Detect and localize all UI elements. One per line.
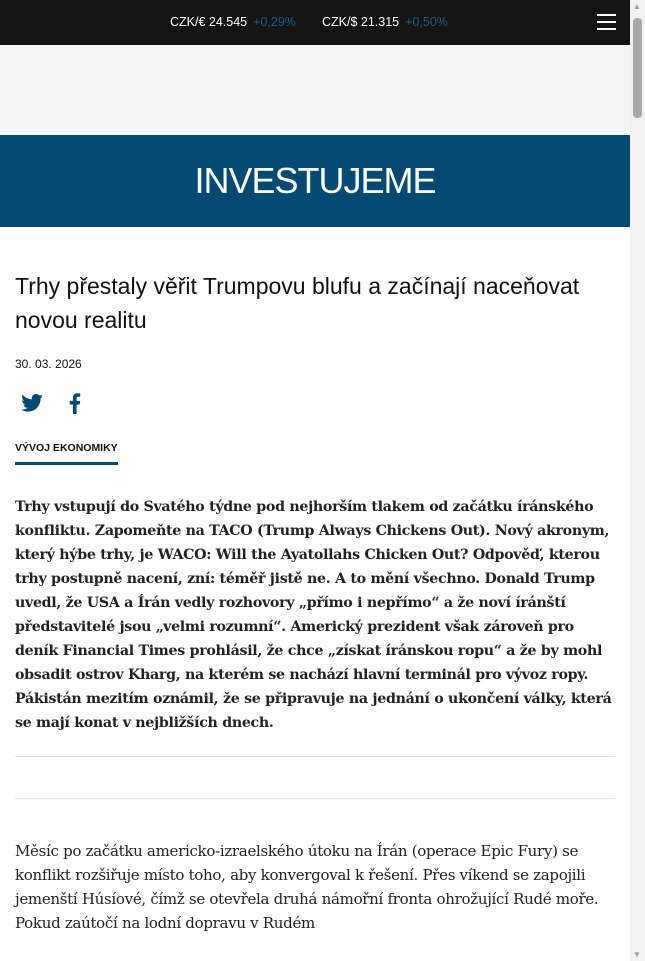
- divider: [15, 756, 615, 757]
- scrollbar-thumb[interactable]: [633, 18, 642, 118]
- category-link[interactable]: VÝVOJ EKONOMIKY: [15, 442, 118, 465]
- scroll-down-icon[interactable]: ▼: [633, 950, 641, 959]
- top-bar: [0, 0, 630, 45]
- rate-label: CZK/€ 24.545: [170, 15, 248, 29]
- article-date: 30. 03. 2026: [15, 357, 82, 371]
- article: [15, 227, 615, 935]
- scrollbar[interactable]: [630, 0, 645, 961]
- divider: [15, 798, 615, 799]
- rate-change: +0,29%: [253, 15, 296, 29]
- site-logo[interactable]: INVESTUJEME: [0, 135, 630, 227]
- article-body: Měsíc po začátku americko-izraelského útoku na Írán (operace Epic Fury) se konflikt rozšiřuje místo toho, aby konvergoval k řešení. Přes víkend se zapojili jemenští Húsíové, čímž se otevřela druhá námořní fronta ohrožující Rudé moře. Pokud zaútočí na lodní dopravu v Rudém: [15, 842, 599, 932]
- rate-label: CZK/$ 21.315: [322, 15, 400, 29]
- scroll-up-icon[interactable]: ▲: [633, 2, 641, 11]
- facebook-icon[interactable]: [69, 393, 81, 414]
- rate-usd: [322, 15, 448, 29]
- ad-space: [0, 45, 630, 135]
- rate-eur: [170, 15, 296, 29]
- article-title: Trhy přestaly věřit Trumpovu blufu a začínají naceňovat novou realitu: [15, 273, 580, 333]
- twitter-icon[interactable]: [21, 394, 43, 412]
- article-lead: Trhy vstupují do Svatého týdne pod nejhorším tlakem od začátku íránského konfliktu. Zapomeňte na TACO (Trump Always Chickens Out). Nový akronym, který hýbe trhy, je WACO: Will the Ayatollahs Chicken Out? Odpověď, kterou trhy postupně nacení, zní: téměř jistě ne. A to mění všechno. Donald Trump uvedl, že USA a Írán vedly rozhovory „přímo i nepřímo“ a že noví íránští představitelé jsou „velmi rozumní“. Americký prezident však zároveň pro deník Financial Times prohlásil, že chce „získat íránskou ropu“ a že by mohl obsadit ostrov Kharg, na kterém se nachází hlavní terminál pro vývoz ropy. Pákistán mezitím oznámil, že se připravuje na jednání o ukončení války, která se mají konat v nejbližších dnech.: [15, 499, 612, 731]
- hamburger-menu-icon[interactable]: [597, 14, 616, 30]
- share-buttons: [15, 388, 615, 418]
- rate-change: +0,50%: [405, 15, 448, 29]
